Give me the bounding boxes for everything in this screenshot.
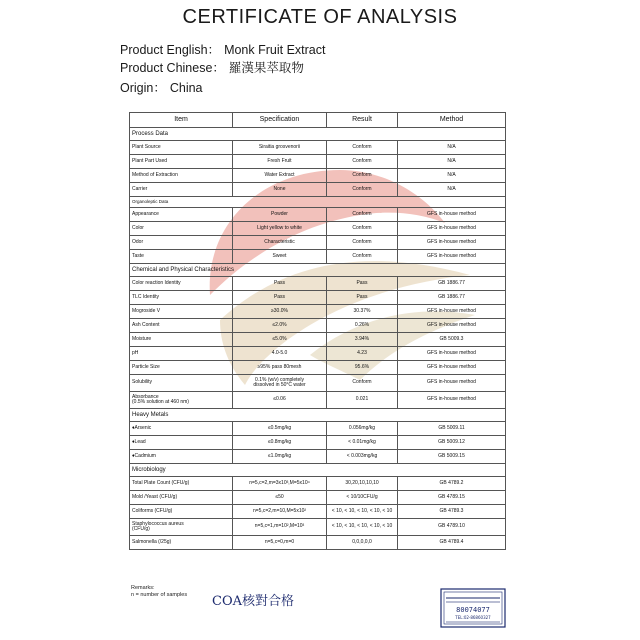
spec-line: dissolved in 50°C water — [253, 382, 306, 388]
result-cell: 30.37% — [327, 305, 398, 319]
item-cell: Salmonella (/25g) — [130, 536, 233, 550]
result-cell: Conform — [327, 375, 398, 392]
spec-cell: Water Extract — [233, 169, 327, 183]
header-result: Result — [327, 113, 398, 128]
table-row — [130, 291, 506, 305]
table-row — [130, 491, 506, 505]
item-cell — [130, 519, 233, 536]
product-chinese-value: 羅漢果萃取物 — [228, 61, 304, 75]
result-cell: 0.056mg/kg — [327, 422, 398, 436]
result-cell: 0.26% — [327, 319, 398, 333]
table-row — [130, 392, 506, 409]
header-item: Item — [130, 113, 233, 128]
method-cell: GB 4789.4 — [398, 536, 506, 550]
result-cell: Conform — [327, 250, 398, 264]
result-cell: 95.6% — [327, 361, 398, 375]
item-line: Staphylococcus aureus — [132, 520, 184, 527]
product-english-line — [120, 40, 325, 58]
method-cell: GB 5009.3 — [398, 333, 506, 347]
method-cell: GB 5009.11 — [398, 422, 506, 436]
method-cell: GFS in-house method — [398, 319, 506, 333]
spec-cell: Fresh Fruit — [233, 155, 327, 169]
result-cell: 0.021 — [327, 392, 398, 409]
item-cell: TLC Identity — [130, 291, 233, 305]
table-row — [130, 155, 506, 169]
result-cell: < 10, < 10, < 10, < 10, < 10 — [327, 519, 398, 536]
spec-cell: Pass — [233, 291, 327, 305]
section-process: Process Data — [130, 128, 506, 141]
header-method: Method — [398, 113, 506, 128]
origin-line — [120, 78, 203, 96]
table-row — [130, 519, 506, 536]
spec-cell: n=5,c=0,m=0 — [233, 536, 327, 550]
result-cell: Conform — [327, 141, 398, 155]
spec-cell: ≤2.0% — [233, 319, 327, 333]
item-cell: Solubility — [130, 375, 233, 392]
item-cell: ♦Cadmium — [130, 450, 233, 464]
item-cell: Appearance — [130, 208, 233, 222]
handwritten-signature: COA核對合格 — [212, 594, 294, 609]
item-cell: Total Plate Count (CFU/g) — [130, 477, 233, 491]
table-row — [130, 222, 506, 236]
result-cell: Pass — [327, 291, 398, 305]
item-cell: Color — [130, 222, 233, 236]
spec-line: 0.1% (w/v) completely — [255, 376, 304, 383]
method-cell: GFS in-house method — [398, 361, 506, 375]
method-cell: GFS in-house method — [398, 222, 506, 236]
origin-value: China — [169, 81, 203, 95]
spec-cell: Light yellow to white — [233, 222, 327, 236]
item-cell: Particle Size — [130, 361, 233, 375]
remarks — [131, 585, 187, 599]
result-cell: Conform — [327, 222, 398, 236]
result-cell: 4.23 — [327, 347, 398, 361]
table-row — [130, 361, 506, 375]
spec-cell: n=5,c=1,m=10²,M=10³ — [233, 519, 327, 536]
result-cell: Conform — [327, 155, 398, 169]
item-cell — [130, 392, 233, 409]
table-row — [130, 505, 506, 519]
spec-cell: ≤50 — [233, 491, 327, 505]
result-cell: Conform — [327, 183, 398, 197]
item-line: Absorbance — [132, 393, 159, 400]
spec-cell: ≥30.0% — [233, 305, 327, 319]
table-row — [130, 536, 506, 550]
section-row — [130, 409, 506, 422]
result-cell: Conform — [327, 208, 398, 222]
method-cell: N/A — [398, 141, 506, 155]
section-row — [130, 128, 506, 141]
result-cell: Conform — [327, 236, 398, 250]
item-cell: ♦Lead — [130, 436, 233, 450]
spec-cell: ≤0.5mg/kg — [233, 422, 327, 436]
method-cell: GB 4789.15 — [398, 491, 506, 505]
section-row — [130, 197, 506, 208]
item-cell: Ash Content — [130, 319, 233, 333]
item-cell: ♦Arsenic — [130, 422, 233, 436]
method-cell: N/A — [398, 169, 506, 183]
spec-cell: Powder — [233, 208, 327, 222]
spec-cell: Sweet — [233, 250, 327, 264]
result-cell: 0,0,0,0,0 — [327, 536, 398, 550]
method-cell: GFS in-house method — [398, 392, 506, 409]
item-cell: Mogroside V — [130, 305, 233, 319]
spec-cell: ≤0.8mg/kg — [233, 436, 327, 450]
table-row — [130, 375, 506, 392]
stamp-tel: TEL:02-86860327 — [455, 615, 491, 620]
product-english-label: Product English： — [120, 43, 221, 57]
header-specification: Specification — [233, 113, 327, 128]
spec-cell: n=5,c=2,m=10,M=5x10² — [233, 505, 327, 519]
result-cell: 30,20,10,10,10 — [327, 477, 398, 491]
spec-cell: None — [233, 183, 327, 197]
item-line: (CFU/g) — [132, 526, 150, 532]
table-row — [130, 347, 506, 361]
method-cell: GB 4789.10 — [398, 519, 506, 536]
result-cell: Conform — [327, 169, 398, 183]
spec-cell — [233, 375, 327, 392]
table-row — [130, 477, 506, 491]
product-english-value: Monk Fruit Extract — [224, 43, 326, 57]
result-cell: < 10/10CFU/g — [327, 491, 398, 505]
section-microbiology: Microbiology — [130, 464, 506, 477]
item-cell: Moisture — [130, 333, 233, 347]
method-cell: GB 5009.15 — [398, 450, 506, 464]
table-row — [130, 333, 506, 347]
item-cell: Plant Source — [130, 141, 233, 155]
table-row — [130, 436, 506, 450]
item-cell: Coliforms (CFU/g) — [130, 505, 233, 519]
table-row — [130, 183, 506, 197]
method-cell: N/A — [398, 183, 506, 197]
item-cell: Odor — [130, 236, 233, 250]
product-chinese-label: Product Chinese： — [120, 61, 225, 75]
section-row — [130, 264, 506, 277]
method-cell: GFS in-house method — [398, 305, 506, 319]
table-row — [130, 141, 506, 155]
table-row — [130, 169, 506, 183]
spec-cell: Siraitia grosvenorii — [233, 141, 327, 155]
table-row — [130, 422, 506, 436]
table-row — [130, 208, 506, 222]
table-row — [130, 250, 506, 264]
method-cell: GFS in-house method — [398, 250, 506, 264]
method-cell: GB 4789.2 — [398, 477, 506, 491]
method-cell: GB 1886.77 — [398, 291, 506, 305]
section-row — [130, 464, 506, 477]
method-cell: N/A — [398, 155, 506, 169]
item-cell: Taste — [130, 250, 233, 264]
spec-cell: ≤0.06 — [233, 392, 327, 409]
section-organoleptic: Organoleptic Data — [130, 197, 506, 208]
remarks-text: n = number of samples — [131, 592, 188, 599]
table-row — [130, 277, 506, 291]
method-cell: GB 1886.77 — [398, 277, 506, 291]
stamp-number: 80074077 — [456, 606, 490, 614]
result-cell: 3.94% — [327, 333, 398, 347]
spec-cell: ≤5.0% — [233, 333, 327, 347]
table-row — [130, 305, 506, 319]
item-cell: Mold /Yeast (CFU/g) — [130, 491, 233, 505]
result-cell: < 10, < 10, < 10, < 10, < 10 — [327, 505, 398, 519]
method-cell: GB 5009.12 — [398, 436, 506, 450]
remarks-title: Remarks: — [131, 585, 155, 591]
section-heavy-metals: Heavy Metals — [130, 409, 506, 422]
document-title: CERTIFICATE OF ANALYSIS — [182, 6, 458, 28]
company-seal-stamp — [440, 588, 506, 628]
item-cell: Method of Extraction — [130, 169, 233, 183]
result-cell: < 0.003mg/kg — [327, 450, 398, 464]
method-cell: GFS in-house method — [398, 208, 506, 222]
table-row — [130, 319, 506, 333]
spec-cell: Characteristic — [233, 236, 327, 250]
spec-cell: ≤1.0mg/kg — [233, 450, 327, 464]
section-chemical: Chemical and Physical Characteristics — [130, 264, 506, 277]
spec-cell: 4.0-5.0 — [233, 347, 327, 361]
spec-cell: n=5,c=2,m=3x10³,M=5x10⁴ — [233, 477, 327, 491]
analysis-table — [129, 112, 506, 550]
method-cell: GFS in-house method — [398, 375, 506, 392]
spec-cell: ≥95% pass 80mesh — [233, 361, 327, 375]
method-cell: GFS in-house method — [398, 236, 506, 250]
item-cell: pH — [130, 347, 233, 361]
item-cell: Plant Part Used — [130, 155, 233, 169]
table-header-row — [130, 113, 506, 128]
item-cell: Carrier — [130, 183, 233, 197]
result-cell: < 0.01mg/kg — [327, 436, 398, 450]
result-cell: Pass — [327, 277, 398, 291]
item-cell: Color reaction Identity — [130, 277, 233, 291]
spec-cell: Pass — [233, 277, 327, 291]
method-cell: GB 4789.3 — [398, 505, 506, 519]
product-chinese-line — [120, 58, 304, 76]
method-cell: GFS in-house method — [398, 347, 506, 361]
item-line: (0.5% solution at 460 nm) — [132, 399, 189, 405]
table-row — [130, 236, 506, 250]
table-row — [130, 450, 506, 464]
origin-label: Origin： — [120, 81, 166, 95]
